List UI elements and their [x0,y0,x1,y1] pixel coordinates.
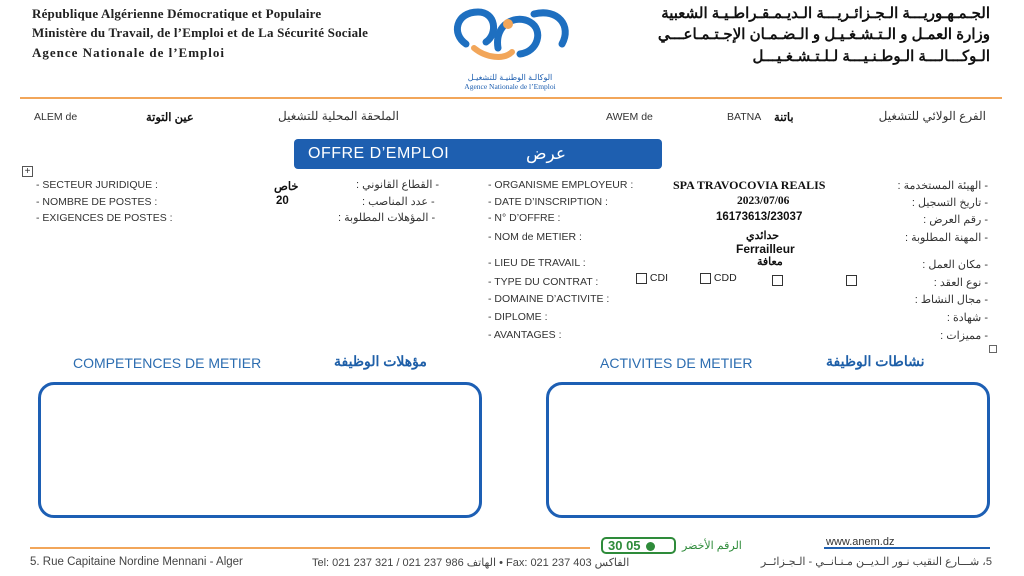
awem-label: AWEM de [606,111,653,123]
green-number-badge [601,537,676,554]
logo-caption-fr: Agence Nationale de l’Emploi [464,82,556,91]
footer-address-fr: 5. Rue Capitaine Nordine Mennani - Alger [30,556,243,568]
header-fr-line3: Agence Nationale de l’Emploi [32,45,226,60]
cdi-label: CDI [649,272,669,284]
contrat-cdd-option[interactable] [700,272,737,284]
diplome-label: - DIPLOME : [488,311,548,323]
footer-divider-left [30,547,590,549]
header-ar-line1: الجـمـهـوريـــة الـجـزائـريـــة الـديـمـقـراطـيـة الشعبية [661,5,990,22]
date-label: - DATE D’INSCRIPTION : [488,196,608,208]
metier-label: - NOM de METIER : [488,231,582,243]
header-ar-line3: الـوكـــالـــة الـوطـنـيـــة لـلـتـشـغـيـــل [752,48,990,65]
offre-emploi-banner [294,139,662,169]
anem-logo [446,4,574,90]
expand-toggle-icon[interactable]: + [22,166,33,177]
alem-value: عين التوتة [146,112,194,124]
postes-label: - NOMBRE DE POSTES : [36,196,158,208]
activites-box[interactable] [546,382,990,518]
header-fr-line1: République Algérienne Démocratique et Populaire [32,6,322,21]
anem-logo-mark [446,4,574,66]
awem-value: BATNA [727,111,762,123]
exigences-label: - EXIGENCES DE POSTES : [36,212,173,224]
contrat-option-3[interactable] [772,272,783,290]
competences-box[interactable] [38,382,482,518]
phone-icon [646,542,655,551]
contrat-option-4[interactable] [846,272,857,290]
secteur-value: خاص [274,181,299,193]
cdd-label: CDD [713,272,737,284]
date-value: 2023/07/06 [737,195,790,207]
banner-title-fr: OFFRE D’EMPLOI [308,145,450,162]
offre-value: 16173613/23037 [716,211,803,223]
footer-contact: Tel: 021 237 321 / 021 237 986 الهاتف • Fax: 021 237 403 الفاكس [312,557,630,569]
green-number-label: الرقم الأخضر [682,540,742,552]
postes-value: 20 [276,195,289,207]
activites-title-ar: نشاطات الوظيفة [826,353,925,369]
awem-value-ar: باتنة [774,112,794,124]
secteur-label: - SECTEUR JURIDIQUE : [36,179,158,191]
offre-label-ar: - رقم العرض : [923,214,988,226]
awem-label-ar: الفرع الولائي للتشغيل [878,109,986,123]
date-label-ar: - تاريخ التسجيل : [911,197,988,209]
organisme-label: - ORGANISME EMPLOYEUR : [488,179,634,191]
secteur-label-ar: - القطاع القانوني : [356,179,440,191]
lieu-label: - LIEU DE TRAVAIL : [488,257,586,269]
lieu-value-ar: معافة [757,256,783,268]
metier-label-ar: - المهنة المطلوبة : [904,232,988,244]
lieu-label-ar: - مكان العمل : [922,259,988,271]
diplome-label-ar: - شهادة : [946,312,988,324]
offre-label: - N° D’OFFRE : [488,212,561,224]
domaine-label-ar: - مجال النشاط : [914,294,988,306]
green-number: 30 05 [608,538,641,553]
footer-address-ar: 5، شـــارع النقيب نـور الـديــن مـنـانــي - الـجـزائــر [760,556,992,568]
contrat-checkbox-4[interactable] [846,275,857,286]
domaine-label: - DOMAINE D’ACTIVITE : [488,293,610,305]
activites-title: ACTIVITES DE METIER [600,355,753,371]
website-link[interactable]: www.anem.dz [826,536,895,548]
contrat-label: - TYPE DU CONTRAT : [488,276,599,288]
postes-label-ar: - عدد المناصب : [362,196,435,208]
metier-value-fr: Ferrailleur [736,242,795,256]
avantages-label-ar: - مميزات : [940,330,988,342]
alem-label-ar: الملحقة المحلية للتشغيل [278,109,399,123]
header-divider [20,97,1002,99]
contrat-checkbox-3[interactable] [772,275,783,286]
exigences-label-ar: - المؤهلات المطلوبة : [338,212,436,224]
cdd-checkbox[interactable] [700,273,711,284]
avantages-label: - AVANTAGES : [488,329,562,341]
header-fr-line2: Ministère du Travail, de l’Emploi et de La Sécurité Sociale [32,25,369,40]
logo-caption-ar: الوكالـة الوطنيـة للتشغيـل [467,73,553,82]
header-ar-line2: وزارة العمـل و الـتـشـغـيـل و الـضـمـان الإجـتـمـاعـــي [657,26,990,43]
organisme-value: SPA TRAVOCOVIA REALIS [673,178,826,192]
organisme-label-ar: - الهيئة المستخدمة : [897,180,988,192]
competences-title: COMPETENCES DE METIER [73,355,262,371]
banner-title-ar: عرض [526,144,567,163]
small-checkbox-icon[interactable] [989,345,997,353]
metier-value-ar: حدائدي [746,230,780,242]
competences-title-ar: مؤهلات الوظيفة [334,353,427,369]
contrat-cdi-option[interactable] [636,272,668,284]
contrat-label-ar: - نوع العقد : [933,277,988,289]
cdi-checkbox[interactable] [636,273,647,284]
alem-label: ALEM de [34,111,78,123]
